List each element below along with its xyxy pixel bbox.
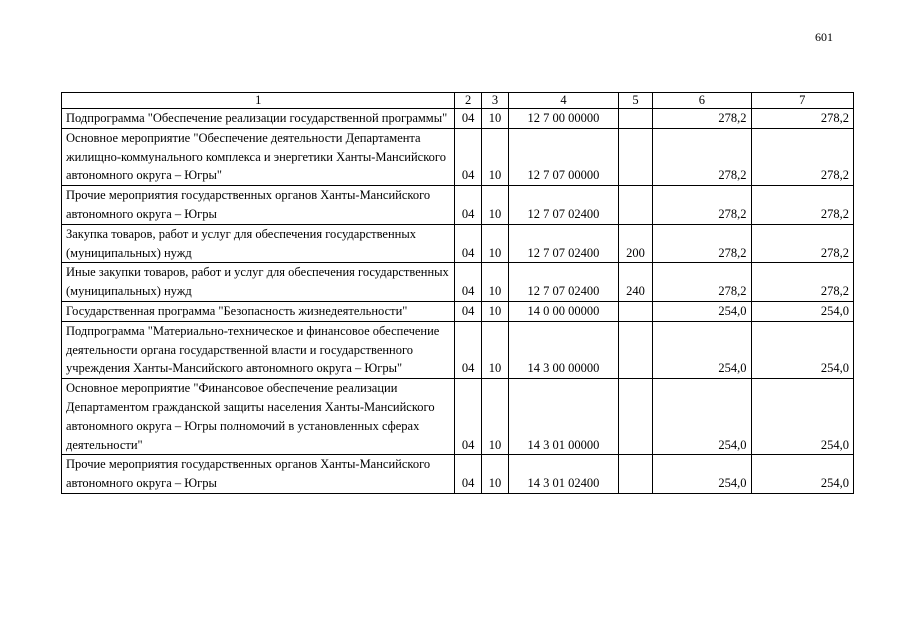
table-row: [62, 455, 854, 494]
row-amount-7: 278,2: [751, 128, 853, 185]
row-section: 04: [455, 379, 481, 455]
row-name: Закупка товаров, работ и услуг для обеспечения государственных (муниципальных) нужд: [62, 224, 455, 263]
row-expense-type: 240: [618, 263, 652, 302]
row-amount-6: 254,0: [653, 301, 751, 321]
column-header-1: 1: [62, 93, 455, 109]
row-name: Прочие мероприятия государственных органов Ханты-Мансийского автономного округа – Югры: [62, 186, 455, 225]
row-amount-7: 278,2: [751, 224, 853, 263]
row-expense-type: [618, 455, 652, 494]
row-section: 04: [455, 109, 481, 129]
row-target-code: 14 3 00 00000: [509, 321, 619, 378]
table-row: [62, 128, 854, 185]
row-subsection: 10: [481, 301, 508, 321]
row-section: 04: [455, 128, 481, 185]
row-target-code: 14 3 01 00000: [509, 379, 619, 455]
row-subsection: 10: [481, 128, 508, 185]
row-section: 04: [455, 455, 481, 494]
row-section: 04: [455, 263, 481, 302]
row-name: Подпрограмма "Обеспечение реализации государственной программы": [62, 109, 455, 129]
table-header-row: [62, 93, 854, 109]
table-row: [62, 321, 854, 378]
row-name: Основное мероприятие "Обеспечение деятельности Департамента жилищно-коммунального комплекса и энергетики Ханты-Мансийского автономного округа – Югры": [62, 128, 455, 185]
row-amount-7: 278,2: [751, 109, 853, 129]
column-header-3: 3: [481, 93, 508, 109]
row-expense-type: [618, 379, 652, 455]
table-row: [62, 263, 854, 302]
row-expense-type: [618, 301, 652, 321]
row-subsection: 10: [481, 109, 508, 129]
row-expense-type: 200: [618, 224, 652, 263]
row-amount-7: 278,2: [751, 263, 853, 302]
row-amount-6: 278,2: [653, 109, 751, 129]
row-subsection: 10: [481, 224, 508, 263]
row-target-code: 12 7 07 02400: [509, 224, 619, 263]
table-row: [62, 186, 854, 225]
row-expense-type: [618, 109, 652, 129]
table-row: [62, 301, 854, 321]
row-name: Основное мероприятие "Финансовое обеспечение реализации Департаментом гражданской защиты населения Ханты-Мансийского автономного округа – Югры полномочий в установленных сферах деятельности": [62, 379, 455, 455]
row-section: 04: [455, 321, 481, 378]
row-target-code: 14 3 01 02400: [509, 455, 619, 494]
page-number: 601: [815, 30, 833, 44]
row-target-code: 12 7 07 00000: [509, 128, 619, 185]
row-section: 04: [455, 186, 481, 225]
row-amount-7: 254,0: [751, 455, 853, 494]
row-amount-6: 254,0: [653, 455, 751, 494]
row-section: 04: [455, 301, 481, 321]
row-subsection: 10: [481, 263, 508, 302]
row-target-code: 12 7 07 02400: [509, 186, 619, 225]
row-target-code: 12 7 07 02400: [509, 263, 619, 302]
column-header-2: 2: [455, 93, 481, 109]
row-name: Государственная программа "Безопасность жизнедеятельности": [62, 301, 455, 321]
row-target-code: 14 0 00 00000: [509, 301, 619, 321]
table-row: [62, 224, 854, 263]
column-header-6: 6: [653, 93, 751, 109]
row-subsection: 10: [481, 455, 508, 494]
row-amount-6: 278,2: [653, 186, 751, 225]
row-amount-6: 254,0: [653, 321, 751, 378]
table-row: [62, 109, 854, 129]
row-amount-7: 254,0: [751, 301, 853, 321]
column-header-4: 4: [509, 93, 619, 109]
row-name: Прочие мероприятия государственных органов Ханты-Мансийского автономного округа – Югры: [62, 455, 455, 494]
row-subsection: 10: [481, 379, 508, 455]
row-section: 04: [455, 224, 481, 263]
row-expense-type: [618, 128, 652, 185]
row-name: Подпрограмма "Материально-техническое и финансовое обеспечение деятельности органа государственной власти и государственного учреждения Ханты-Мансийского автономного округа – Югры": [62, 321, 455, 378]
row-target-code: 12 7 00 00000: [509, 109, 619, 129]
table-row: [62, 379, 854, 455]
column-header-5: 5: [618, 93, 652, 109]
row-amount-7: 254,0: [751, 321, 853, 378]
row-name: Иные закупки товаров, работ и услуг для обеспечения государственных (муниципальных) нужд: [62, 263, 455, 302]
row-amount-6: 278,2: [653, 128, 751, 185]
row-amount-7: 278,2: [751, 186, 853, 225]
row-amount-6: 278,2: [653, 224, 751, 263]
row-expense-type: [618, 186, 652, 225]
row-amount-6: 254,0: [653, 379, 751, 455]
budget-table: [61, 92, 854, 494]
row-amount-7: 254,0: [751, 379, 853, 455]
column-header-7: 7: [751, 93, 853, 109]
row-subsection: 10: [481, 321, 508, 378]
row-amount-6: 278,2: [653, 263, 751, 302]
row-subsection: 10: [481, 186, 508, 225]
row-expense-type: [618, 321, 652, 378]
